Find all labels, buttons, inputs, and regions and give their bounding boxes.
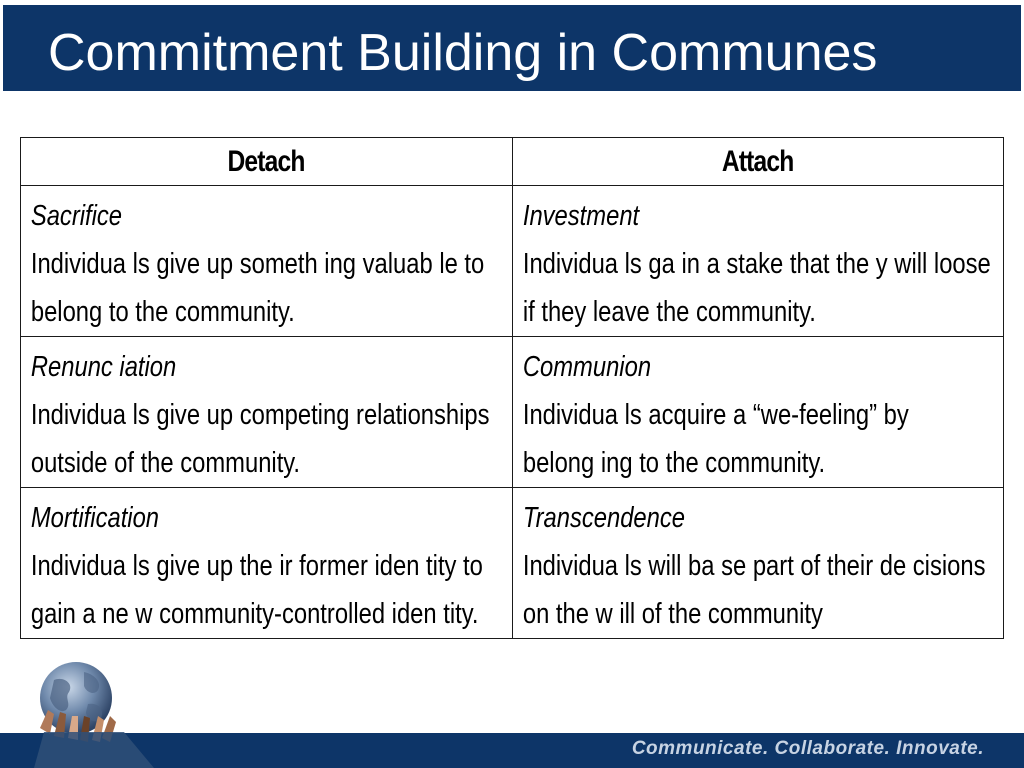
- term-mortification: Mortification: [30, 502, 160, 534]
- term-renunciation: Renunc iation: [30, 351, 177, 383]
- term-transcendence: Transcendence: [522, 502, 685, 534]
- term-sacrifice: Sacrifice: [30, 200, 123, 232]
- description-line: Individua ls will ba se part of their de cisions: [522, 550, 985, 582]
- term-investment: Investment: [522, 200, 639, 232]
- table-header-row: [21, 138, 1004, 186]
- table-cell-attach: [512, 186, 1004, 337]
- footer-tagline: Communicate. Collaborate. Innovate.: [631, 738, 984, 759]
- term-communion: Communion: [522, 351, 651, 383]
- commitment-table: [20, 137, 1004, 639]
- title-bar: [3, 5, 1021, 91]
- description-line: gain a ne w community-controlled iden tity.: [30, 598, 479, 630]
- table-row: [21, 337, 1004, 488]
- slide-title: Commitment Building in Communes: [48, 24, 878, 82]
- description-line: belong ing to the community.: [522, 447, 825, 479]
- globe-hands-icon: [14, 658, 154, 768]
- table-row: [21, 186, 1004, 337]
- header-attach-label: Attach: [721, 144, 794, 178]
- description-line: Individua ls acquire a “we-feeling” by: [522, 399, 909, 431]
- table-cell-detach: [21, 337, 513, 488]
- table-cell-attach: [512, 337, 1004, 488]
- description-line: Individua ls ga in a stake that the y will loose: [522, 248, 991, 280]
- description-line: Individua ls give up someth ing valuab le to: [30, 248, 485, 280]
- description-line: Individua ls give up competing relationships: [30, 399, 490, 431]
- header-detach: [21, 138, 513, 186]
- table-cell-detach: [21, 186, 513, 337]
- description-line: if they leave the community.: [522, 296, 816, 328]
- description-line: outside of the community.: [30, 447, 301, 479]
- description-line: belong to the community.: [30, 296, 295, 328]
- description-line: on the w ill of the community: [522, 598, 823, 630]
- description-line: Individua ls give up the ir former iden tity to: [30, 550, 483, 582]
- table-cell-attach: [512, 488, 1004, 639]
- header-detach-label: Detach: [227, 144, 305, 178]
- header-attach: [512, 138, 1004, 186]
- table-cell-detach: [21, 488, 513, 639]
- table-row: [21, 488, 1004, 639]
